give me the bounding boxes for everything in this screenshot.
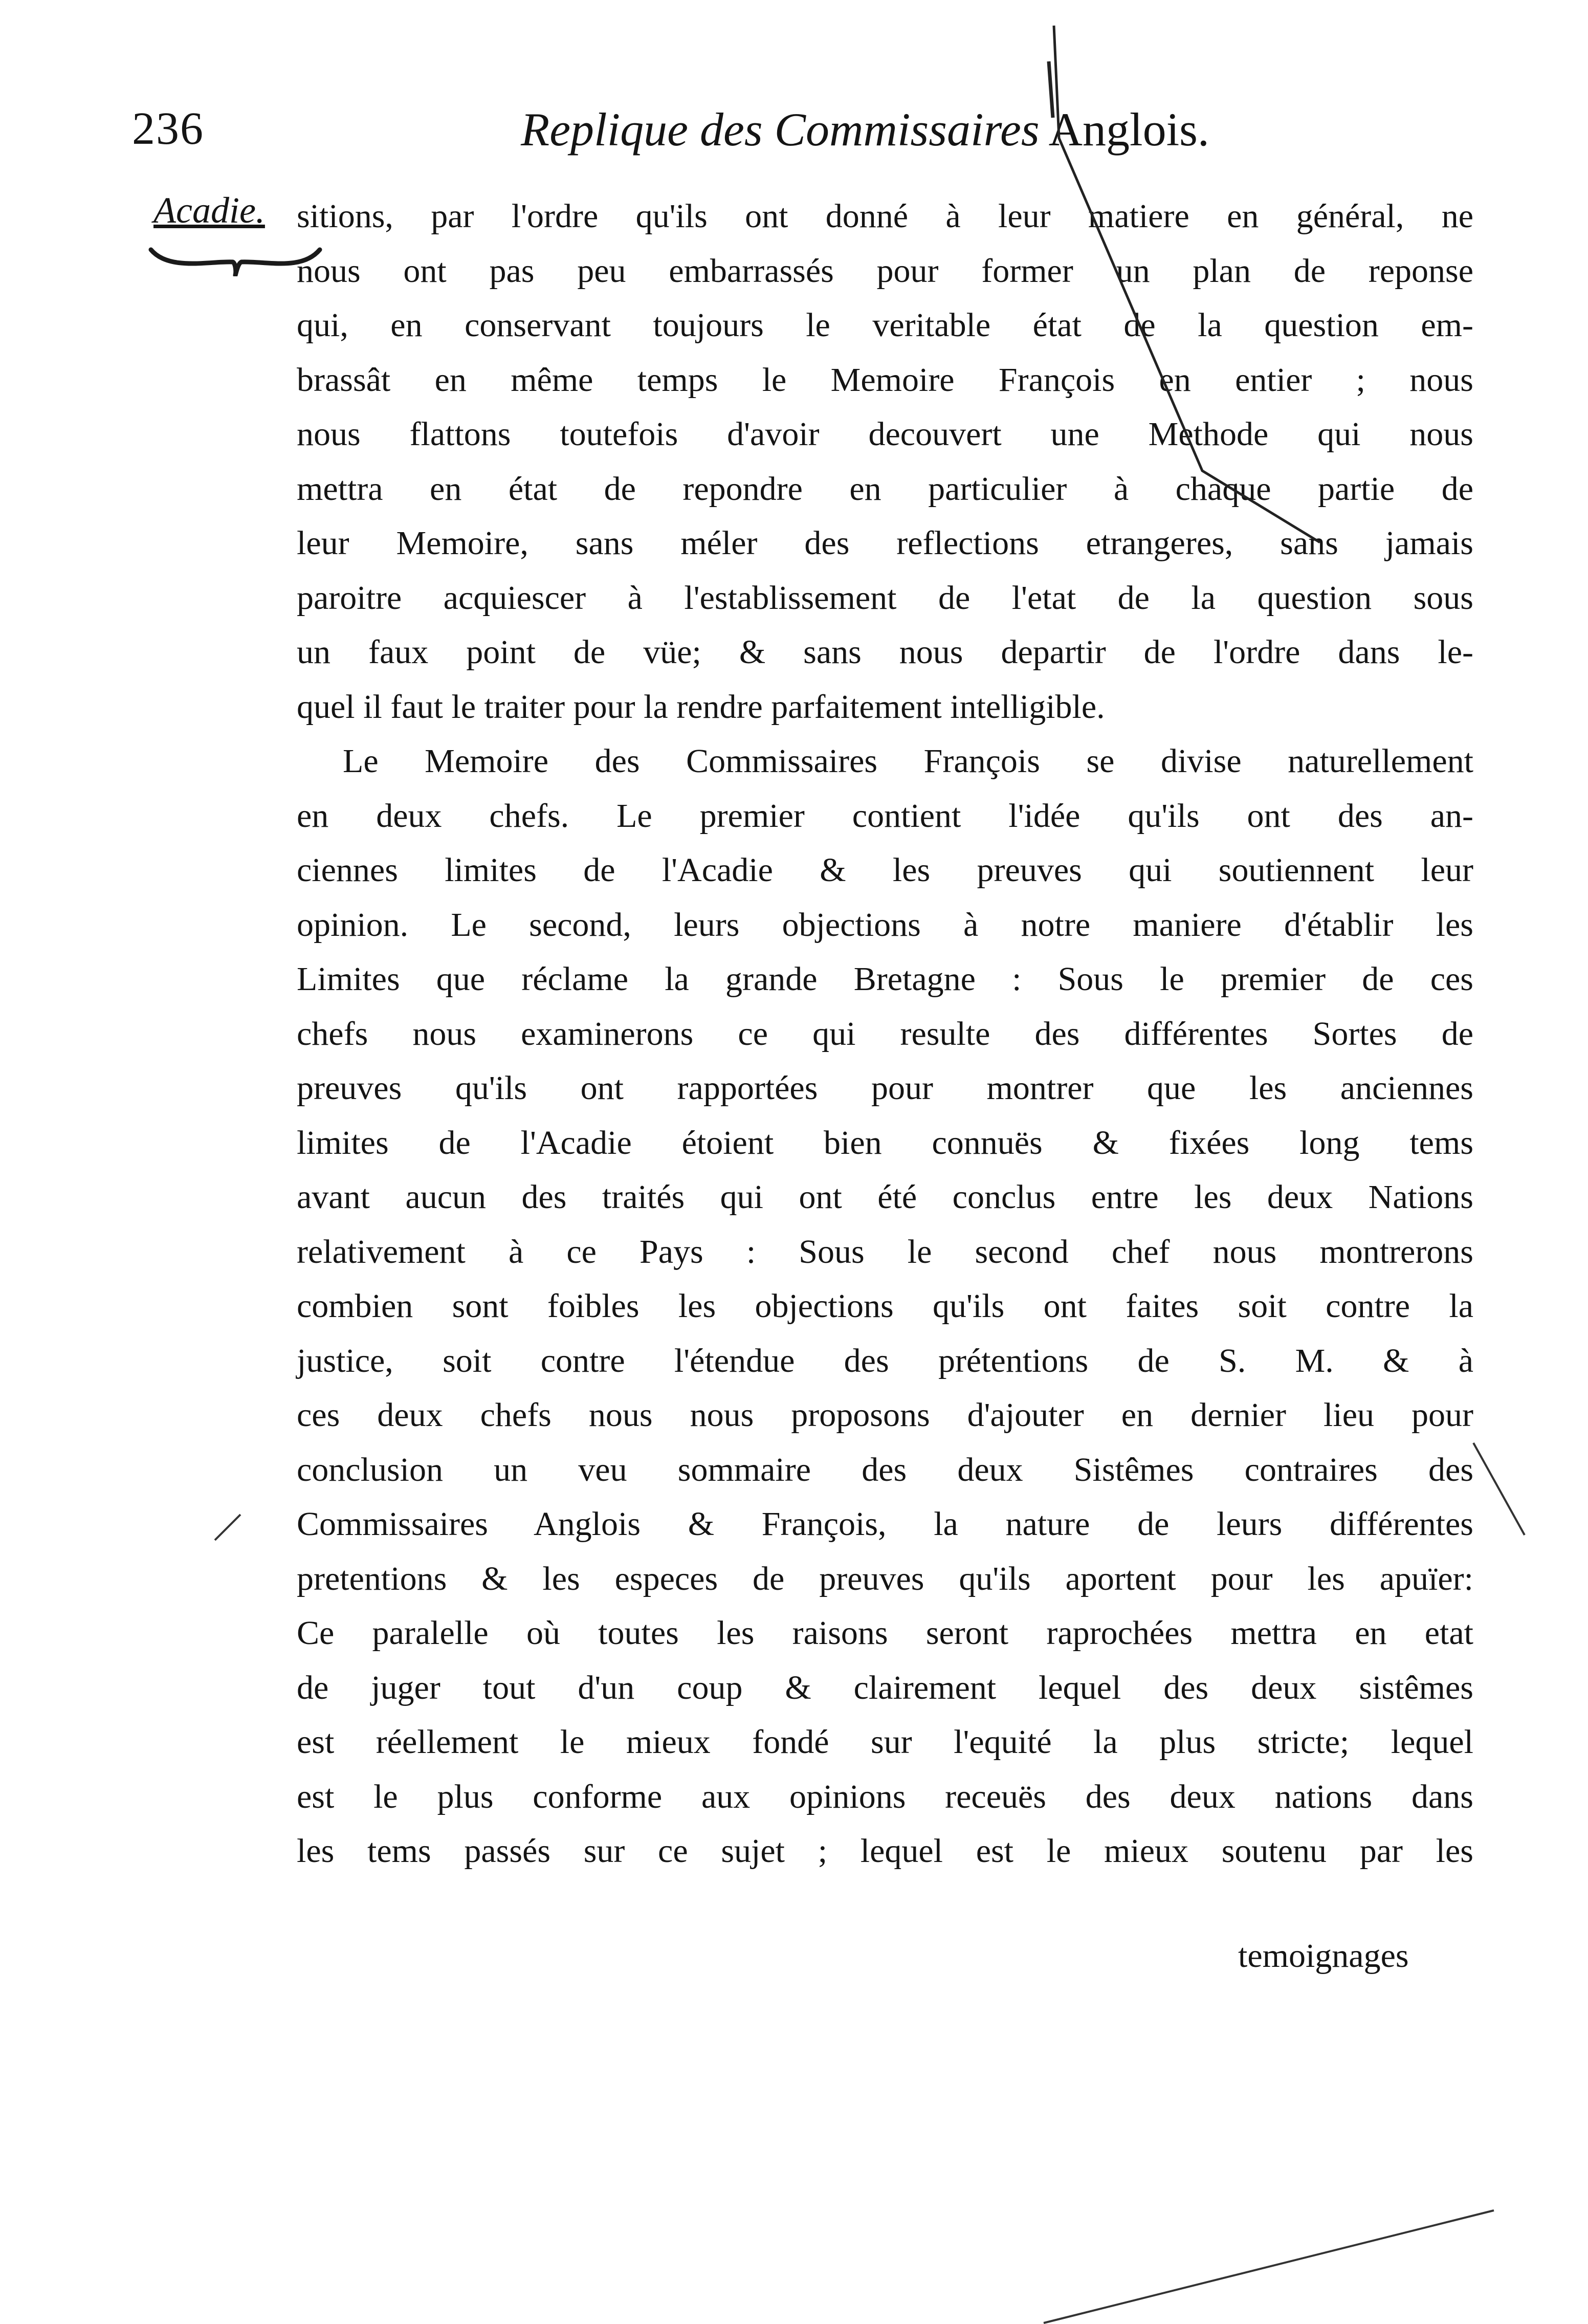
text-line: un faux point de vüe; & sans nous departir de l'ordre dans le- [297,633,1473,671]
text-line: de juger tout d'un coup & clairement lequel des deux sistêmes [297,1669,1473,1706]
text-line: limites de l'Acadie étoient bien connuës & fixées long tems [297,1124,1473,1161]
catchword: temoignages [1238,1937,1409,1975]
ink-stroke [1044,2210,1494,2323]
text-line: brassât en même temps le Memoire François en entier ; nous [297,361,1473,399]
text-line: nous ont pas peu embarrassés pour former un plan de reponse [297,252,1473,290]
text-line: en deux chefs. Le premier contient l'idée qu'ils ont des an- [297,797,1473,835]
text-line: est réellement le mieux fondé sur l'equité la plus stricte; lequel [297,1723,1473,1761]
text-line: sitions, par l'ordre qu'ils ont donné à leur matiere en général, ne [297,198,1473,235]
text-line: opinion. Le second, leurs objections à notre maniere d'établir les [297,906,1473,944]
text-line: quel il faut le traiter pour la rendre parfaitement intelligible. [297,688,1105,726]
text-line: avant aucun des traités qui ont été conclus entre les deux Nations [297,1178,1473,1216]
running-head-roman: Anglois. [1048,103,1209,156]
text-line: leur Memoire, sans méler des reflections etrangeres, sans jamais [297,524,1473,562]
running-head-italic: Replique des Commissaires [521,103,1040,156]
text-line: les tems passés sur ce sujet ; lequel est le mieux soutenu par les [297,1832,1473,1870]
text-line: ciennes limites de l'Acadie & les preuves qui soutiennent leur [297,851,1473,889]
text-line: nous flattons toutefois d'avoir decouvert une Methode qui nous [297,415,1473,453]
running-head [521,102,1209,157]
text-line: pretentions & les especes de preuves qu'ils aportent pour les apuïer: [297,1560,1473,1597]
ink-stroke [215,1515,240,1540]
text-line: Le Memoire des Commissaires François se divise naturellement [343,742,1473,780]
page-header [132,102,1472,174]
text-line: chefs nous examinerons ce qui resulte des différentes Sortes de [297,1015,1473,1053]
text-line: Limites que réclame la grande Bretagne : Sous le premier de ces [297,960,1473,998]
text-line: justice, soit contre l'étendue des prétentions de S. M. & à [297,1342,1473,1379]
marginal-note: Acadie. [153,190,265,231]
text-line: ces deux chefs nous nous proposons d'ajouter en dernier lieu pour [297,1396,1473,1434]
text-line: paroitre acquiescer à l'establissement de l'etat de la question sous [297,579,1473,617]
marginal-brace [148,246,322,276]
text-line: relativement à ce Pays : Sous le second chef nous montrerons [297,1233,1473,1270]
body-text [297,189,1473,1879]
text-line: mettra en état de repondre en particulier à chaque partie de [297,470,1473,508]
text-line: combien sont foibles les objections qu'ils ont faites soit contre la [297,1287,1473,1325]
text-line: conclusion un veu sommaire des deux Sistêmes contraires des [297,1451,1473,1488]
text-line: qui, en conservant toujours le veritable état de la question em- [297,306,1473,344]
text-line: est le plus conforme aux opinions receuës des deux nations dans [297,1778,1473,1815]
page-number: 236 [132,103,204,154]
ink-stroke [1473,1443,1525,1535]
text-line: preuves qu'ils ont rapportées pour montrer que les anciennes [297,1069,1473,1107]
text-line: Commissaires Anglois & François, la nature de leurs différentes [297,1505,1473,1543]
text-line: Ce paralelle où toutes les raisons seront raprochées mettra en etat [297,1614,1473,1652]
